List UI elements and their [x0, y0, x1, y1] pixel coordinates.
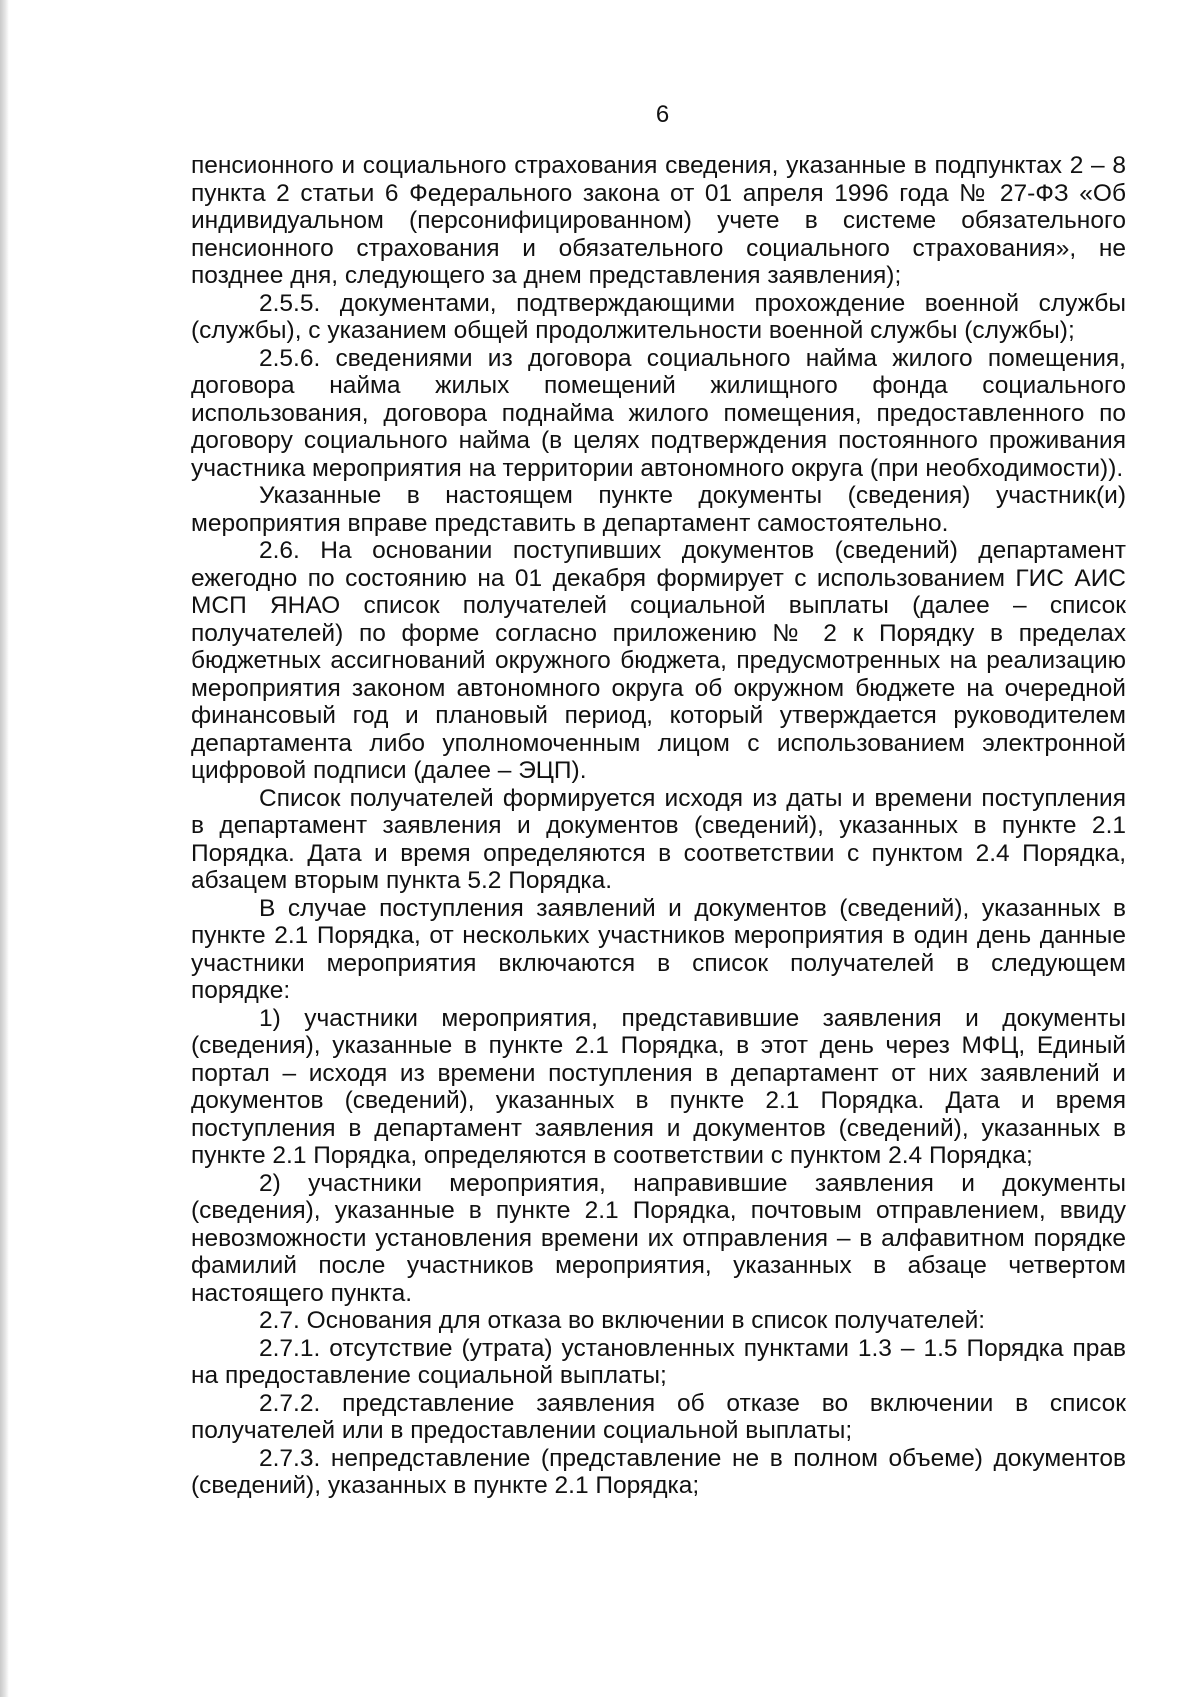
paragraph: 1) участники мероприятия, представившие заявления и документы (сведения), указанные в пункте 2.1 Порядка, в этот день через МФЦ, Единый портал – исходя из времени поступления в департамент от них заявлений и документов (сведений), указанных в пункте 2.1 Порядка. Дата и время поступления в департамент заявления и документов (сведений), указанных в пункте 2.1 Порядка, определяются в соответствии с пунктом 2.4 Порядка; — [191, 1004, 1126, 1169]
paragraph: 2.7. Основания для отказа во включении в список получателей: — [259, 1307, 986, 1334]
document-body — [191, 152, 1126, 1500]
paragraph: пенсионного и социального страхования сведения, указанные в подпунктах 2 – 8 пункта 2 статьи 6 Федерального закона от 01 апреля 1996 года № 27-ФЗ «Об индивидуальном (персонифицированном) учете в системе обязательного пенсионного страхования и обязательного социального страхования», не позднее дня, следующего за днем представления заявления); — [191, 152, 1126, 289]
paragraph: 2.7.2. представление заявления об отказе во включении в список получателей или в предоставлении социальной выплаты; — [191, 1389, 1126, 1444]
paragraph: Указанные в настоящем пункте документы (сведения) участник(и) мероприятия вправе представить в департамент самостоятельно. — [191, 482, 1126, 537]
paragraph: 2) участники мероприятия, направившие заявления и документы (сведения), указанные в пункте 2.1 Порядка, почтовым отправлением, ввиду невозможности установления времени их отправления – в алфавитном порядке фамилий после участников мероприятия, указанных в абзаце четвертом настоящего пункта. — [191, 1169, 1126, 1307]
paragraph: 2.5.5. документами, подтверждающими прохождение военной службы (службы), с указанием общей продолжительности военной службы (службы); — [191, 289, 1126, 344]
paragraph: 2.6. На основании поступивших документов (сведений) департамент ежегодно по состоянию на 01 декабря формирует с использованием ГИС АИС МСП ЯНАО список получателей социальной выплаты (далее – список получателей) по форме согласно приложению № 2 к Порядку в пределах бюджетных ассигнований окружного бюджета, предусмотренных на реализацию мероприятия законом автономного округа об окружном бюджете на очередной финансовый год и плановый период, который утверждается руководителем департамента либо уполномоченным лицом с использованием электронной цифровой подписи (далее – ЭЦП). — [191, 537, 1126, 784]
paragraph: 2.7.1. отсутствие (утрата) установленных пунктами 1.3 – 1.5 Порядка прав на предоставление социальной выплаты; — [191, 1334, 1126, 1389]
paragraph: В случае поступления заявлений и документов (сведений), указанных в пункте 2.1 Порядка, от нескольких участников мероприятия в один день данные участники мероприятия включаются в список получателей в следующем порядке: — [191, 894, 1126, 1004]
paragraph: 2.5.6. сведениями из договора социального найма жилого помещения, договора найма жилых помещений жилищного фонда социального использования, договора поднайма жилого помещения, предоставленного по договору социального найма (в целях подтверждения постоянного проживания участника мероприятия на территории автономного округа (при необходимости)). — [191, 344, 1126, 482]
paragraph: 2.7.3. непредставление (представление не в полном объеме) документов (сведений), указанных в пункте 2.1 Порядка; — [191, 1444, 1126, 1499]
scan-edge-shadow — [0, 0, 9, 1697]
paragraph: Список получателей формируется исходя из даты и времени поступления в департамент заявления и документов (сведений), указанных в пункте 2.1 Порядка. Дата и время определяются в соответствии с пунктом 2.4 Порядка, абзацем вторым пункта 5.2 Порядка. — [191, 784, 1126, 894]
page-number: 6 — [655, 101, 670, 128]
